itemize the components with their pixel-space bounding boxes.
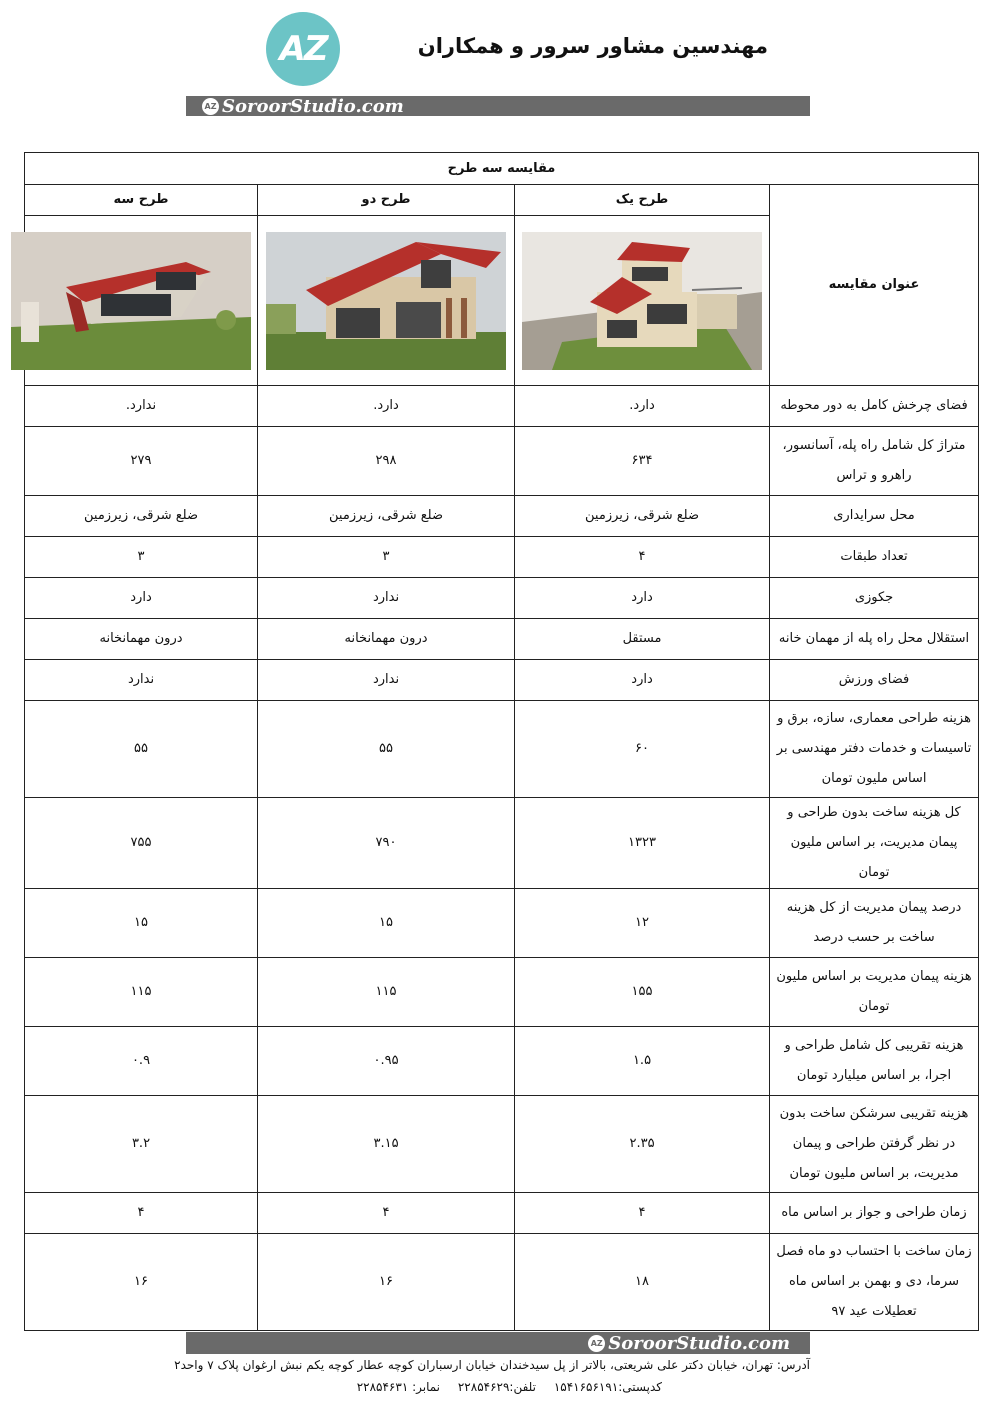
option-one-header: طرح یک [515,185,770,216]
cell-management-percent-option-two: ۱۵ [258,889,515,958]
cell-design-time-option-three: ۴ [25,1193,258,1234]
house-three-image [11,232,251,370]
cell-management-percent-option-three: ۱۵ [25,889,258,958]
cell-unit-cost-option-three: ۳.۲ [25,1096,258,1193]
cell-total-area-option-three: ۲۷۹ [25,427,258,496]
footer-phone: تلفن:۲۲۸۵۴۶۲۹ [457,1380,536,1394]
option-three-render [11,232,251,370]
row-label-management-percent: درصد پیمان مدیریت از کل هزینه ساخت بر حسب درصد [770,889,979,958]
firm-name: مهندسین مشاور سرور و همکاران [417,34,768,58]
cell-design-time-option-one: ۴ [515,1193,770,1234]
cell-caretaker-option-two: ضلع شرقی، زیرزمین [258,496,515,537]
row-label-design-time: زمان طراحی و جواز بر اساس ماه [770,1193,979,1234]
website-band-bottom [186,1332,810,1354]
cell-floors-option-three: ۳ [25,537,258,578]
footer-fax: نمابر: ۲۲۸۵۴۶۳۱ [356,1380,441,1394]
cell-gym-option-one: دارد [515,660,770,701]
footer-contact [343,1380,662,1394]
cell-design-cost-option-two: ۵۵ [258,701,515,798]
option-two-render-cell [258,216,515,386]
website-text-footer: SoroorStudio.com [608,1332,790,1354]
row-label-total-cost: هزینه تقریبی کل شامل طراحی و اجرا، بر اساس میلیارد تومان [770,1027,979,1096]
cell-total-area-option-two: ۲۹۸ [258,427,515,496]
house-one-image [522,232,762,370]
cell-circulation-option-three: ندارد. [25,386,258,427]
cell-construction-cost-option-one: ۱۳۲۳ [515,798,770,889]
cell-construction-time-option-one: ۱۸ [515,1234,770,1331]
website-band-top [186,96,810,116]
cell-gym-option-three: ندارد [25,660,258,701]
cell-floors-option-two: ۳ [258,537,515,578]
option-two-header: طرح دو [258,185,515,216]
cell-caretaker-option-one: ضلع شرقی، زیرزمین [515,496,770,537]
cell-total-cost-option-two: ۰.۹۵ [258,1027,515,1096]
cell-management-cost-option-two: ۱۱۵ [258,958,515,1027]
row-label-gym: فضای ورزش [770,660,979,701]
cell-stair-option-one: مستقل [515,619,770,660]
row-label-unit-cost: هزینه تقریبی سرشکن ساخت بدون در نظر گرفتن طراحی و پیمان مدیریت، بر اساس ملیون تومان [770,1096,979,1193]
house-two-image [266,232,506,370]
option-one-render-cell [515,216,770,386]
cell-design-cost-option-one: ۶۰ [515,701,770,798]
cell-gym-option-two: ندارد [258,660,515,701]
website-logo-icon-footer: AZ [588,1335,605,1352]
logo-monogram: AZ [279,29,327,69]
row-label-floors: تعداد طبقات [770,537,979,578]
row-label-design-cost: هزینه طراحی معماری، سازه، برق و تاسیسات و خدمات دفتر مهندسی بر اساس ملیون تومان [770,701,979,798]
cell-design-time-option-two: ۴ [258,1193,515,1234]
cell-jacuzzi-option-two: ندارد [258,578,515,619]
cell-total-cost-option-one: ۱.۵ [515,1027,770,1096]
option-one-render [522,232,762,370]
cell-construction-time-option-three: ۱۶ [25,1234,258,1331]
row-label-circulation: فضای چرخش کامل به دور محوطه [770,386,979,427]
cell-stair-option-two: درون مهمانخانه [258,619,515,660]
cell-construction-cost-option-two: ۷۹۰ [258,798,515,889]
website-logo-icon: AZ [202,98,219,115]
footer-postal-code: کدپستی:۱۵۴۱۶۵۶۱۹۱ [553,1380,662,1394]
comparison-title: عنوان مقایسه [770,185,979,386]
footer-address: آدرس: تهران، خیابان دکتر علی شریعتی، بالاتر از پل سیدخندان خیابان ارسباران کوچه عطار کوچه یکم نبش ارغوان پلاک ۷ واحد۲ [174,1358,810,1372]
row-label-jacuzzi: جکوزی [770,578,979,619]
option-three-header: طرح سه [25,185,258,216]
row-label-caretaker: محل سرایداری [770,496,979,537]
row-label-total-area: متراژ کل شامل راه پله، آسانسور، راهرو و تراس [770,427,979,496]
cell-construction-time-option-two: ۱۶ [258,1234,515,1331]
comparison-table [24,152,979,1331]
cell-total-area-option-one: ۶۳۴ [515,427,770,496]
cell-unit-cost-option-two: ۳.۱۵ [258,1096,515,1193]
table-title: مقایسه سه طرح [25,153,979,185]
cell-stair-option-three: درون مهمانخانه [25,619,258,660]
cell-total-cost-option-three: ۰.۹ [25,1027,258,1096]
option-two-render [266,232,506,370]
row-label-stair-independence: استقلال محل راه پله از مهمان خانه [770,619,979,660]
cell-circulation-option-one: دارد. [515,386,770,427]
cell-management-cost-option-three: ۱۱۵ [25,958,258,1027]
cell-unit-cost-option-one: ۲.۳۵ [515,1096,770,1193]
cell-floors-option-one: ۴ [515,537,770,578]
cell-jacuzzi-option-three: دارد [25,578,258,619]
cell-caretaker-option-three: ضلع شرقی، زیرزمین [25,496,258,537]
website-text: SoroorStudio.com [222,95,404,117]
cell-circulation-option-two: دارد. [258,386,515,427]
row-label-construction-cost: کل هزینه ساخت بدون طراحی و پیمان مدیریت، بر اساس ملیون تومان [770,798,979,889]
cell-management-cost-option-one: ۱۵۵ [515,958,770,1027]
cell-management-percent-option-one: ۱۲ [515,889,770,958]
option-three-render-cell [25,216,258,386]
row-label-management-cost: هزینه پیمان مدیریت بر اساس ملیون تومان [770,958,979,1027]
cell-construction-cost-option-three: ۷۵۵ [25,798,258,889]
company-logo [266,12,340,86]
row-label-construction-time: زمان ساخت با احتساب دو ماه فصل سرما، دی و بهمن بر اساس ماه تعطیلات عید ۹۷ [770,1234,979,1331]
cell-design-cost-option-three: ۵۵ [25,701,258,798]
cell-jacuzzi-option-one: دارد [515,578,770,619]
